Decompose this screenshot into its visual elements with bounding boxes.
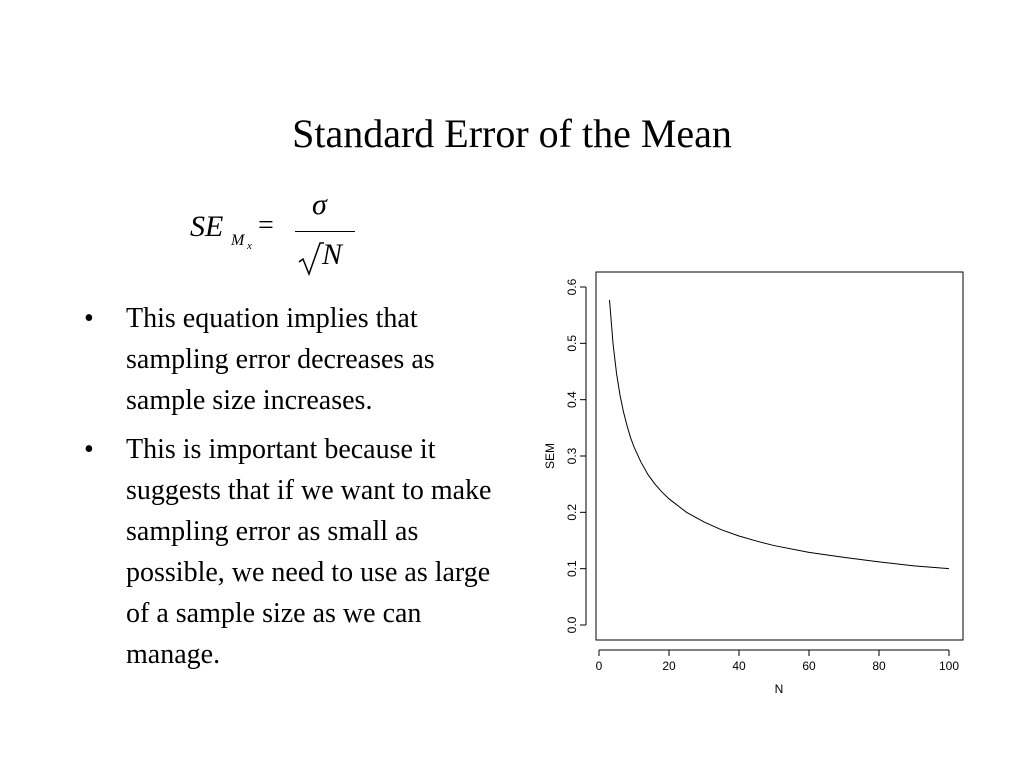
square-root-icon	[298, 242, 324, 276]
formula-denominator-n: N	[322, 238, 343, 271]
x-tick-label: 100	[938, 659, 960, 673]
x-tick-label: 40	[732, 659, 746, 673]
fraction-bar	[295, 231, 355, 232]
y-tick-label: 0.5	[565, 334, 579, 352]
sem-chart	[540, 262, 980, 702]
x-axis-label: N	[774, 682, 784, 696]
bullet-text: This is important because it suggests that if we want to make sampling error as small as possible, we need to use as large of a sample size as we can manage.	[126, 434, 492, 670]
formula-lhs-subscript: M	[231, 232, 245, 249]
formula-lhs-subsubscript: x	[247, 240, 252, 252]
bullet-text: This equation implies that sampling error decreases as sample size increases.	[126, 303, 435, 416]
sem-curve	[610, 300, 950, 569]
y-tick-label: 0.1	[565, 560, 579, 578]
x-tick-label: 20	[662, 659, 676, 673]
y-tick-label: 0.3	[565, 447, 579, 465]
y-axis-label: SEM	[543, 442, 557, 470]
formula-denominator	[298, 238, 358, 274]
bullet-marker: •	[84, 303, 94, 334]
x-axis	[596, 650, 960, 673]
x-tick-label: 60	[802, 659, 816, 673]
y-tick-label: 0.0	[565, 616, 579, 634]
y-tick-label: 0.4	[565, 391, 579, 409]
bullet-list	[84, 298, 514, 683]
bullet-item	[84, 429, 514, 675]
plot-frame	[596, 272, 963, 640]
formula-numerator: σ	[312, 188, 327, 221]
y-tick-label: 0.2	[565, 503, 579, 521]
x-tick-label: 80	[872, 659, 886, 673]
y-axis	[565, 278, 586, 633]
sem-formula	[190, 188, 370, 276]
slide-title: Standard Error of the Mean	[292, 111, 732, 156]
y-tick-label: 0.6	[565, 278, 579, 296]
x-tick-label: 0	[595, 659, 603, 673]
formula-lhs: SE	[190, 210, 224, 243]
bullet-item	[84, 298, 514, 421]
formula-equals: =	[258, 210, 274, 241]
bullet-marker: •	[84, 434, 94, 465]
